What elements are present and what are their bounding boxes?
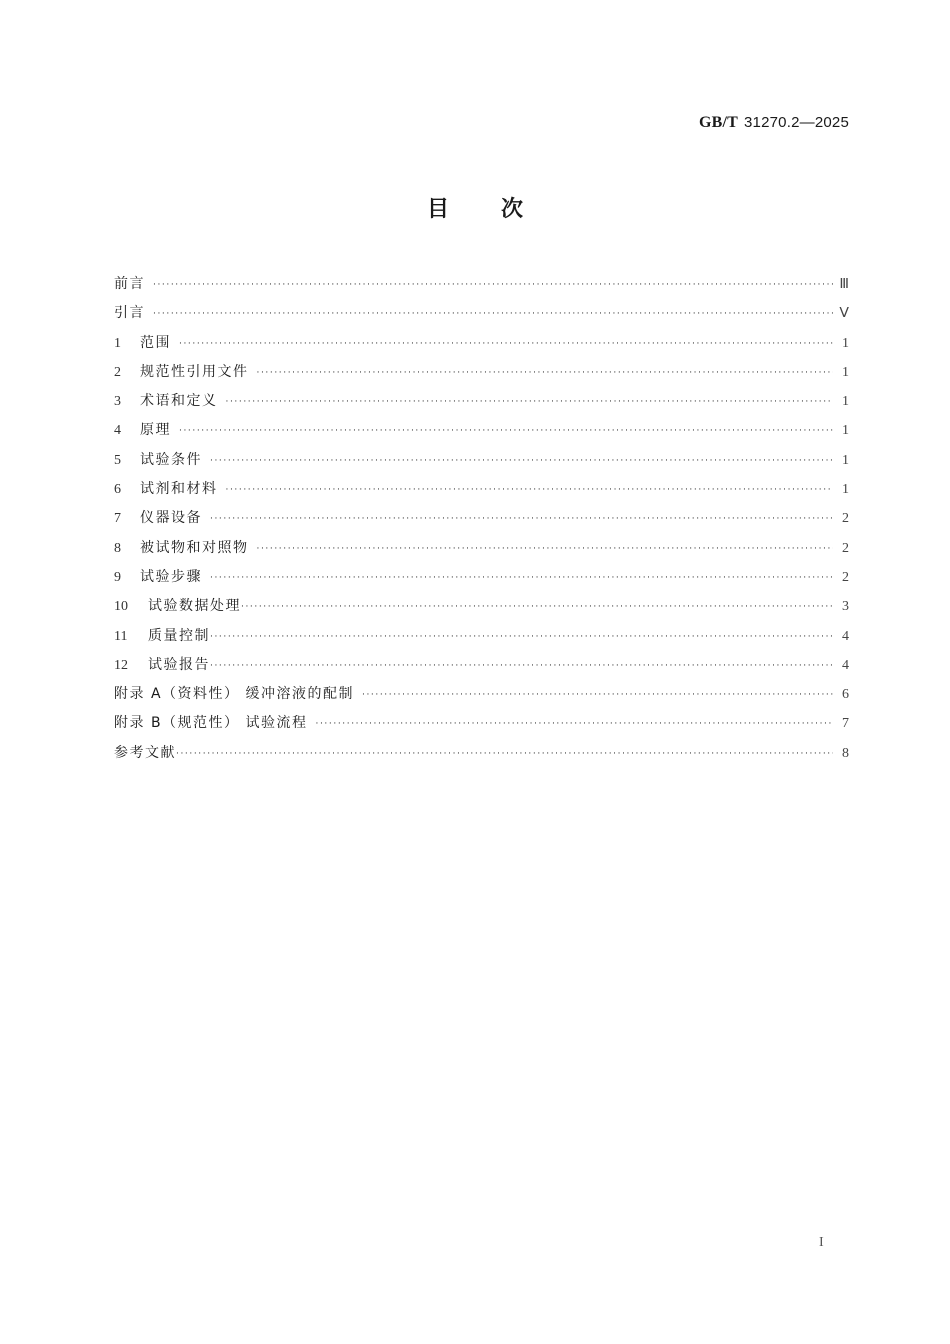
toc-entry-page: Ⅲ bbox=[839, 277, 849, 292]
leader-dots bbox=[210, 566, 833, 590]
toc-entry-number: 12 bbox=[114, 657, 128, 673]
toc-entry-7[interactable] bbox=[114, 506, 849, 535]
toc-entry-page: 3 bbox=[842, 599, 849, 615]
leader-dots bbox=[176, 742, 833, 766]
toc-entry-6[interactable] bbox=[114, 477, 849, 506]
toc-entry-page: 2 bbox=[842, 511, 849, 527]
toc-entry-11[interactable] bbox=[114, 624, 849, 653]
toc-entry-1[interactable] bbox=[114, 331, 849, 360]
leader-dots bbox=[179, 332, 833, 356]
title-char-2: 次 bbox=[501, 197, 524, 222]
toc-entry-9[interactable] bbox=[114, 565, 849, 594]
standard-prefix: GB/T bbox=[698, 114, 738, 131]
toc-entry-12[interactable] bbox=[114, 653, 849, 682]
title-char-1: 目 bbox=[426, 197, 449, 222]
table-of-contents bbox=[114, 272, 849, 770]
toc-entry-number: 2 bbox=[114, 364, 121, 380]
toc-entry-5[interactable] bbox=[114, 448, 849, 477]
toc-entry-page: 4 bbox=[842, 657, 849, 673]
toc-entry-label: 前言 bbox=[114, 276, 145, 292]
toc-entry-number: 7 bbox=[114, 511, 121, 527]
page-number: I bbox=[819, 1235, 824, 1250]
toc-entry-label: 附录 B（规范性） 试验流程 bbox=[114, 715, 308, 732]
toc-entry-introduction[interactable] bbox=[114, 301, 849, 330]
toc-entry-label: 规范性引用文件 bbox=[140, 363, 249, 380]
leader-dots bbox=[241, 595, 833, 619]
leader-dots bbox=[316, 712, 833, 736]
leader-dots bbox=[226, 478, 834, 502]
toc-entry-page: 2 bbox=[842, 569, 849, 585]
toc-entry-page: 1 bbox=[842, 394, 849, 410]
toc-entry-page: 2 bbox=[842, 540, 849, 556]
leader-dots bbox=[226, 390, 834, 414]
toc-entry-number: 6 bbox=[114, 482, 121, 498]
toc-entry-page: 1 bbox=[842, 364, 849, 380]
toc-entry-label: 试验报告 bbox=[148, 656, 210, 673]
leader-dots bbox=[210, 654, 833, 678]
toc-entry-number: 5 bbox=[114, 452, 121, 468]
leader-dots bbox=[153, 273, 833, 297]
toc-entry-number: 4 bbox=[114, 423, 121, 439]
toc-entry-label: 质量控制 bbox=[148, 627, 210, 644]
page-title bbox=[0, 192, 950, 223]
toc-entry-number: 10 bbox=[114, 599, 128, 615]
toc-entry-3[interactable] bbox=[114, 389, 849, 418]
toc-entry-page: 4 bbox=[842, 628, 849, 644]
toc-entry-bibliography[interactable] bbox=[114, 741, 849, 770]
toc-entry-page: 1 bbox=[842, 452, 849, 468]
toc-entry-number: 11 bbox=[114, 628, 128, 644]
toc-entry-page: 8 bbox=[842, 745, 849, 761]
standard-number bbox=[699, 113, 849, 132]
leader-dots bbox=[210, 449, 833, 473]
toc-entry-page: 7 bbox=[842, 716, 849, 732]
toc-entry-number: 1 bbox=[114, 335, 121, 351]
toc-entry-foreword[interactable] bbox=[114, 272, 849, 301]
toc-entry-2[interactable] bbox=[114, 360, 849, 389]
toc-entry-label: 仪器设备 bbox=[140, 510, 202, 527]
toc-entry-8[interactable] bbox=[114, 536, 849, 565]
toc-entry-label: 试验步骤 bbox=[140, 568, 202, 585]
leader-dots bbox=[153, 302, 833, 326]
toc-entry-label: 范围 bbox=[140, 334, 171, 351]
toc-entry-number: 8 bbox=[114, 540, 121, 556]
standard-code: 31270.2—2025 bbox=[744, 114, 849, 131]
toc-entry-label: 试验条件 bbox=[140, 451, 202, 468]
leader-dots bbox=[257, 537, 834, 561]
toc-entry-appendix-a[interactable] bbox=[114, 682, 849, 711]
toc-entry-page: 1 bbox=[842, 335, 849, 351]
toc-entry-label: 原理 bbox=[140, 422, 171, 439]
leader-dots bbox=[179, 419, 833, 443]
toc-entry-10[interactable] bbox=[114, 594, 849, 623]
toc-entry-number: 9 bbox=[114, 569, 121, 585]
toc-entry-page: 1 bbox=[842, 423, 849, 439]
toc-entry-page: 6 bbox=[842, 687, 849, 703]
leader-dots bbox=[210, 625, 833, 649]
toc-entry-page: Ⅴ bbox=[839, 306, 849, 322]
toc-entry-page: 1 bbox=[842, 482, 849, 498]
toc-entry-number: 3 bbox=[114, 394, 121, 410]
leader-dots bbox=[362, 683, 833, 707]
toc-entry-label: 参考文献 bbox=[114, 744, 176, 761]
leader-dots bbox=[257, 361, 834, 385]
toc-entry-label: 试剂和材料 bbox=[140, 481, 218, 498]
toc-entry-label: 引言 bbox=[114, 305, 145, 322]
toc-entry-4[interactable] bbox=[114, 418, 849, 447]
leader-dots bbox=[210, 507, 833, 531]
toc-entry-label: 术语和定义 bbox=[140, 393, 218, 410]
toc-entry-label: 附录 A（资料性） 缓冲溶液的配制 bbox=[114, 686, 354, 703]
toc-entry-appendix-b[interactable] bbox=[114, 711, 849, 740]
toc-entry-label: 被试物和对照物 bbox=[140, 539, 249, 556]
toc-entry-label: 试验数据处理 bbox=[148, 598, 241, 615]
